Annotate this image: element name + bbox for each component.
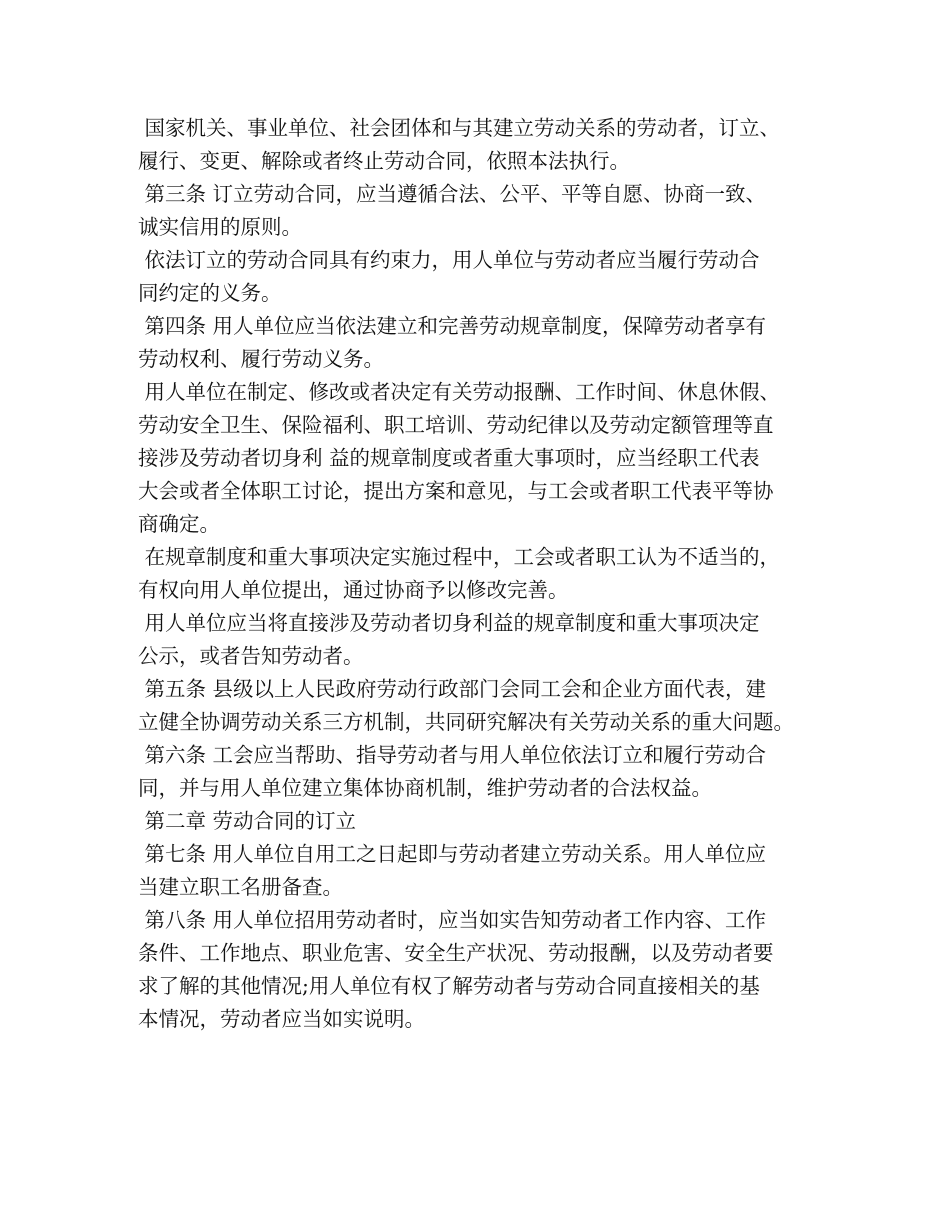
text-line: 条件、工作地点、职业危害、安全生产状况、劳动报酬，以及劳动者要 [138, 941, 774, 965]
text-line: 有权向用人单位提出，通过协商予以修改完善。 [138, 578, 569, 602]
text-line: 劳动权利、履行劳动义务。 [138, 347, 384, 371]
text-line: 劳动安全卫生、保险福利、职工培训、劳动纪律以及劳动定额管理等直 [138, 413, 774, 437]
text-line: 在规章制度和重大事项决定实施过程中，工会或者职工认为不适当的， [138, 545, 781, 569]
text-line: 诚实信用的原则。 [138, 215, 302, 239]
text-line: 用人单位应当将直接涉及劳动者切身利益的规章制度和重大事项决定 [138, 611, 760, 635]
text-line: 依法订立的劳动合同具有约束力，用人单位与劳动者应当履行劳动合 [138, 248, 760, 272]
text-line: 求了解的其他情况;用人单位有权了解劳动者与劳动合同直接相关的基 [138, 974, 760, 998]
text-line: 用人单位在制定、修改或者决定有关劳动报酬、工作时间、休息休假、 [138, 380, 781, 404]
text-line: 大会或者全体职工讨论，提出方案和意见，与工会或者职工代表平等协 [138, 479, 774, 503]
chapter-heading: 第二章 劳动合同的订立 [138, 809, 357, 833]
text-line: 第三条 订立劳动合同，应当遵循合法、公平、平等自愿、协商一致、 [138, 182, 767, 206]
text-line: 接涉及劳动者切身利 益的规章制度或者重大事项时，应当经职工代表 [138, 446, 760, 470]
text-line: 本情况，劳动者应当如实说明。 [138, 1007, 425, 1031]
text-line: 第八条 用人单位招用劳动者时，应当如实告知劳动者工作内容、工作 [138, 908, 767, 932]
text-line: 立健全协调劳动关系三方机制，共同研究解决有关劳动关系的重大问题。 [138, 710, 794, 734]
text-line: 第四条 用人单位应当依法建立和完善劳动规章制度，保障劳动者享有 [138, 314, 767, 338]
text-line: 同约定的义务。 [138, 281, 282, 305]
text-line: 第五条 县级以上人民政府劳动行政部门会同工会和企业方面代表，建 [138, 677, 767, 701]
text-line: 当建立职工名册备查。 [138, 875, 343, 899]
text-line: 第六条 工会应当帮助、指导劳动者与用人单位依法订立和履行劳动合 [138, 743, 767, 767]
text-line: 公示，或者告知劳动者。 [138, 644, 364, 668]
text-line: 国家机关、事业单位、社会团体和与其建立劳动关系的劳动者，订立、 [138, 116, 781, 140]
text-line: 第七条 用人单位自用工之日起即与劳动者建立劳动关系。用人单位应 [138, 842, 767, 866]
text-line: 履行、变更、解除或者终止劳动合同，依照本法执行。 [138, 149, 630, 173]
document-body [138, 112, 828, 1036]
text-line: 同，并与用人单位建立集体协商机制，维护劳动者的合法权益。 [138, 776, 712, 800]
text-line: 商确定。 [138, 512, 220, 536]
